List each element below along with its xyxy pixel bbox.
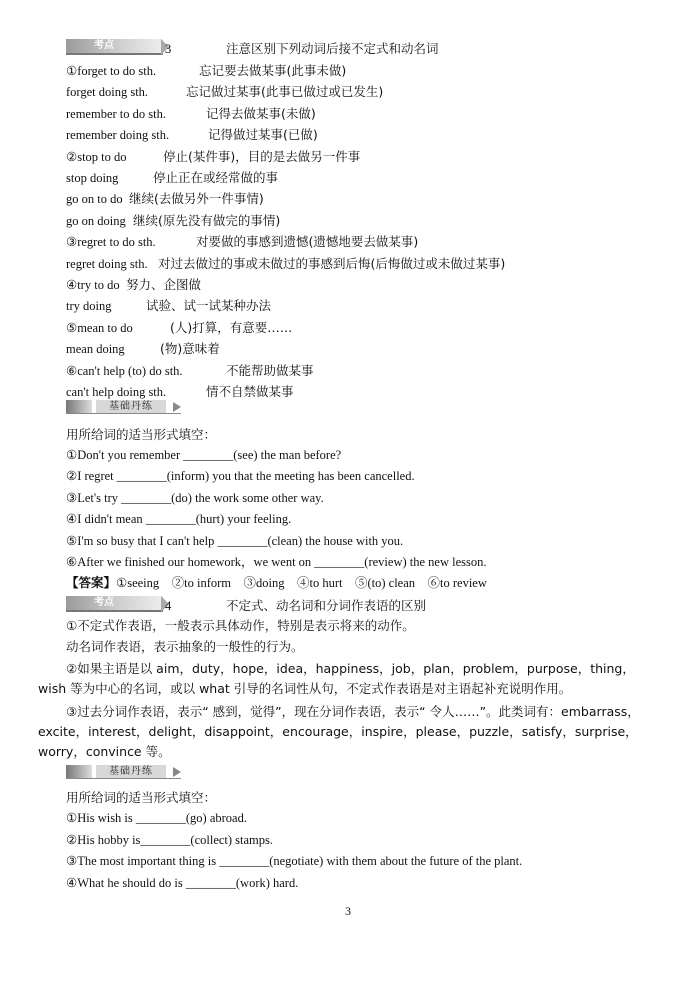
term-english: ④try to do bbox=[66, 278, 120, 292]
term-english: ①forget to do sth. bbox=[66, 64, 157, 78]
term-row bbox=[66, 277, 120, 293]
arrow-icon bbox=[173, 402, 181, 412]
term-english: remember to do sth. bbox=[66, 107, 166, 121]
exercise-item: ④What he should do is ________(work) hard. bbox=[66, 876, 299, 890]
exercise-item: ②I regret ________(inform) you that the meeting has been cancelled. bbox=[66, 469, 415, 483]
section-number: 4 bbox=[165, 599, 172, 613]
term-english: ②stop to do bbox=[66, 150, 127, 164]
page-number: 3 bbox=[345, 904, 351, 918]
term-english: go on doing bbox=[66, 214, 126, 228]
term-row bbox=[66, 320, 133, 336]
term-row bbox=[66, 341, 125, 357]
practice-badge bbox=[66, 400, 181, 414]
term-row bbox=[66, 298, 111, 314]
term-row bbox=[66, 84, 148, 100]
practice-badge-label: 基础丹练 bbox=[96, 400, 166, 413]
term-row bbox=[66, 256, 148, 272]
term-english: forget doing sth. bbox=[66, 85, 149, 99]
term-row bbox=[66, 127, 169, 143]
exercise-item: ①His wish is ________(go) abroad. bbox=[66, 811, 247, 825]
answer-label: 【答案】 bbox=[66, 575, 117, 590]
term-chinese: 记得去做某事(未做) bbox=[206, 106, 316, 121]
term-row bbox=[66, 191, 123, 207]
section-header-tag: 考点 bbox=[94, 597, 114, 608]
term-row bbox=[66, 63, 156, 79]
term-row bbox=[66, 384, 166, 400]
exercise-item: ①Don't you remember ________(see) the man before? bbox=[66, 448, 342, 462]
term-english: regret doing sth. bbox=[66, 257, 148, 271]
term-row bbox=[66, 363, 183, 379]
term-chinese: 停止(某件事)，目的是去做另一件事 bbox=[163, 149, 361, 164]
paragraph: ①不定式作表语，一般表示具体动作，特别是表示将来的动作。 bbox=[66, 618, 415, 633]
section-number: 3 bbox=[165, 42, 172, 56]
exercise-item: ④I didn't mean ________(hurt) your feeling. bbox=[66, 512, 292, 526]
term-english: remember doing sth. bbox=[66, 128, 170, 142]
term-english: stop doing bbox=[66, 171, 119, 185]
exercise-item: ②His hobby is________(collect) stamps. bbox=[66, 833, 274, 847]
term-chinese: 试验、试一试某种办法 bbox=[146, 298, 272, 313]
term-english: can't help doing sth. bbox=[66, 385, 167, 399]
exercise-item: ⑤I'm so busy that I can't help ________(clean) the house with you. bbox=[66, 534, 404, 548]
section-header-tag: 考点 bbox=[94, 40, 114, 51]
term-english: ③regret to do sth. bbox=[66, 235, 156, 249]
term-row bbox=[66, 149, 127, 165]
term-row bbox=[66, 170, 118, 186]
term-chinese: 努力、企图做 bbox=[126, 277, 202, 292]
term-english: go on to do bbox=[66, 192, 123, 206]
section-title: 不定式、动名词和分词作表语的区别 bbox=[226, 598, 427, 613]
badge-block-icon bbox=[66, 400, 92, 413]
term-english: ⑥can't help (to) do sth. bbox=[66, 364, 183, 378]
exercise-item: ③The most important thing is ________(negotiate) with them about the future of the plant. bbox=[66, 854, 523, 868]
term-chinese: 继续(原先没有做完的事情) bbox=[133, 213, 281, 228]
term-row bbox=[66, 234, 156, 250]
exercise-item: ③Let's try ________(do) the work some other way. bbox=[66, 491, 324, 505]
paragraph: 动名词作表语，表示抽象的一般性的行为。 bbox=[66, 639, 304, 654]
term-chinese: 忘记做过某事(此事已做过或已发生) bbox=[186, 84, 384, 99]
term-chinese: (人)打算，有意要…… bbox=[170, 320, 293, 335]
practice-instruction: 用所给词的适当形式填空： bbox=[66, 790, 217, 805]
answer-line bbox=[66, 575, 487, 591]
term-row bbox=[66, 106, 166, 122]
term-chinese: 停止正在或经常做的事 bbox=[153, 170, 279, 185]
term-row bbox=[66, 213, 126, 229]
term-chinese: 情不自禁做某事 bbox=[206, 384, 294, 399]
term-chinese: 忘记要去做某事(此事未做) bbox=[199, 63, 347, 78]
section-title: 注意区别下列动词后接不定式和动名词 bbox=[226, 41, 439, 56]
term-english: mean doing bbox=[66, 342, 125, 356]
term-chinese: 不能帮助做某事 bbox=[226, 363, 314, 378]
paragraph: ③过去分词作表语，表示“ 感到，觉得”，现在分词作表语，表示“ 令人……”。此类词有：embarrass，excite，interest，delight，disappoint，encourage，inspire，please，puzzle，satisfy，surprise，worry，convince 等。 bbox=[38, 704, 640, 759]
paragraph: ②如果主语是以 aim，duty，hope，idea，happiness，job，plan，problem，purpose，thing，wish 等为中心的名词，或以 what 引导的名词性从句，不定式作表语是对主语起补充说明作用。 bbox=[38, 661, 635, 696]
term-chinese: (物)意味着 bbox=[160, 341, 220, 356]
term-chinese: 对过去做过的事或未做过的事感到后悔(后悔做过或未做过某事) bbox=[158, 256, 506, 271]
arrow-icon bbox=[173, 767, 181, 777]
practice-instruction: 用所给词的适当形式填空： bbox=[66, 427, 217, 442]
section-header-badge bbox=[66, 596, 163, 612]
term-english: try doing bbox=[66, 299, 112, 313]
term-chinese: 对要做的事感到遗憾(遗憾地要去做某事) bbox=[196, 234, 419, 249]
term-chinese: 继续(去做另外一件事情) bbox=[129, 191, 264, 206]
term-chinese: 记得做过某事(已做) bbox=[208, 127, 318, 142]
term-english: ⑤mean to do bbox=[66, 321, 133, 335]
badge-block-icon bbox=[66, 765, 92, 778]
practice-badge-label: 基础丹练 bbox=[96, 765, 166, 778]
exercise-item: ⑥After we finished our homework，we went on ________(review) the new lesson. bbox=[66, 555, 487, 569]
practice-badge bbox=[66, 765, 181, 779]
answer-text: ①seeing ②to inform ③doing ④to hurt ⑤(to) clean ⑥to review bbox=[116, 576, 487, 590]
section-header-badge bbox=[66, 39, 163, 55]
